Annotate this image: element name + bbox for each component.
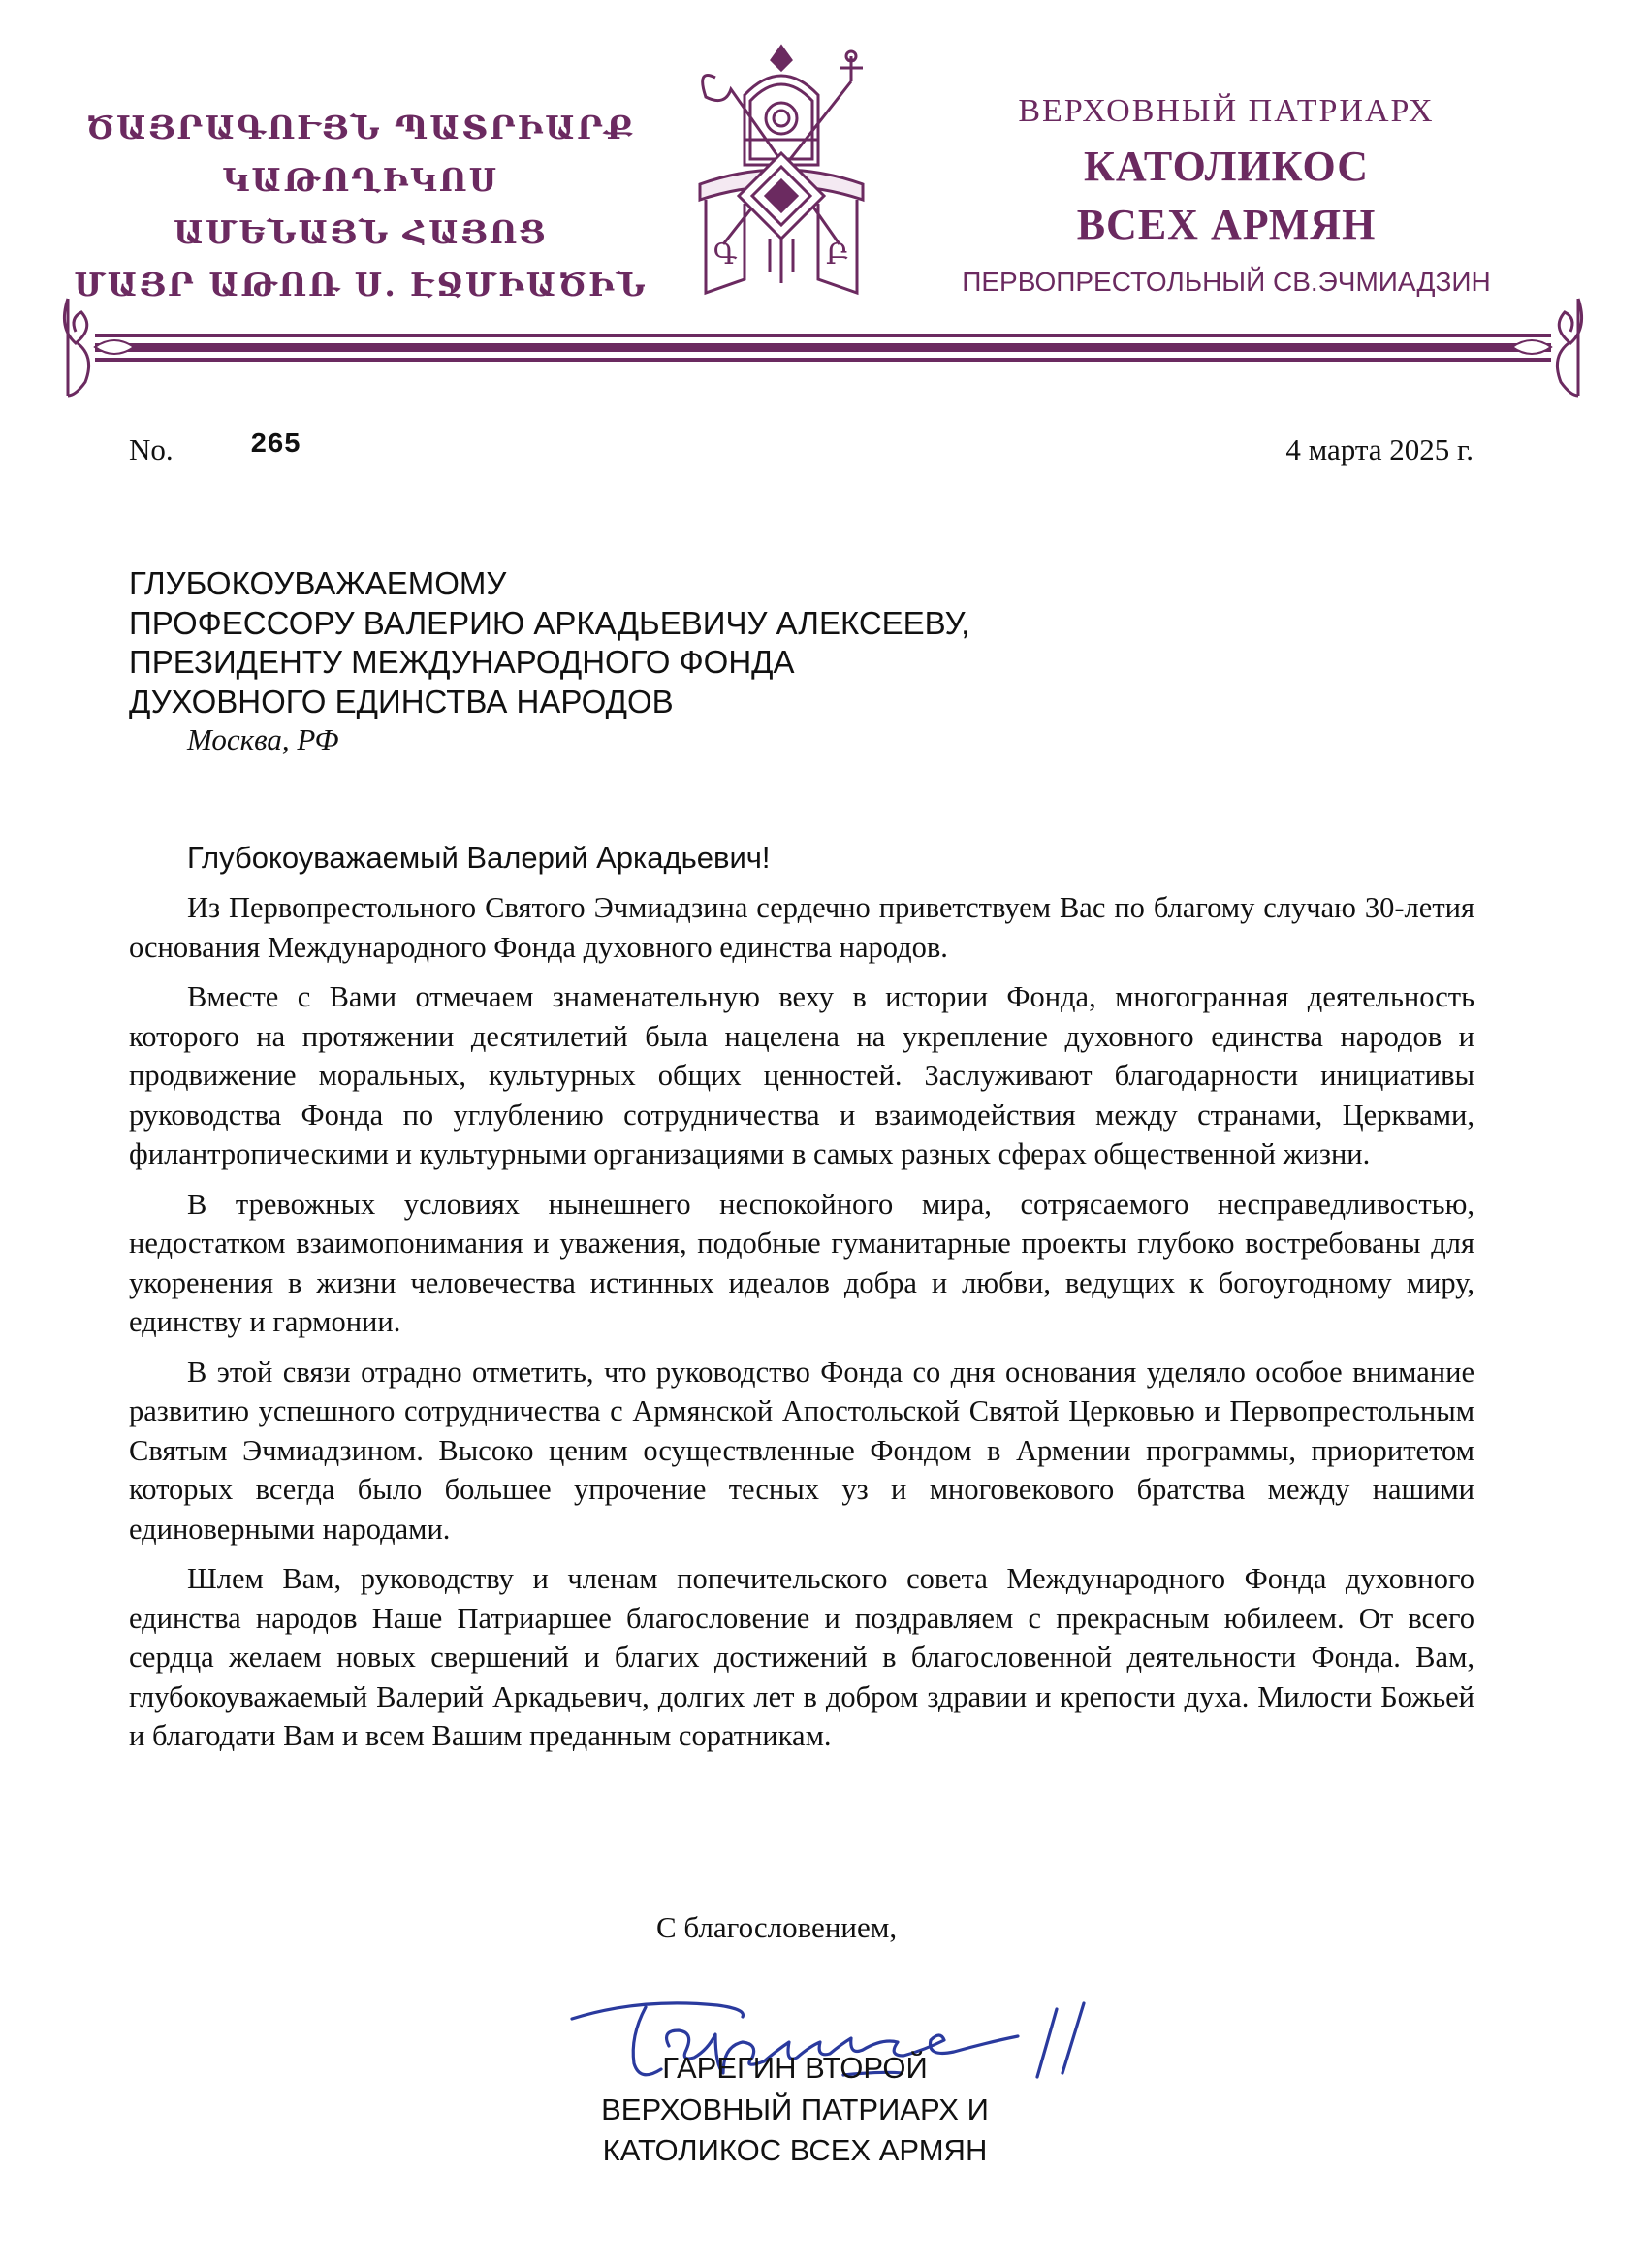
letterhead-armenian-line-2: ԿԱԹՈՂԻԿՈՍ	[222, 161, 499, 199]
addressee-line-4: ДУХОВНОГО ЕДИНСТВА НАРОДОВ	[129, 684, 674, 719]
document-date: 4 марта 2025 г.	[1285, 432, 1474, 466]
letter-body	[129, 888, 1474, 1767]
letterhead-russian-line-3: ВСЕХ АРМЯН	[1076, 201, 1377, 248]
addressee-line-1: ГЛУБОКОУВАЖАЕМОМУ	[129, 565, 507, 601]
paragraph: Шлем Вам, руководству и членам попечительского совета Международного Фонда духовного единства народов Наше Патриаршее благословение и поздравляем с прекрасным юбилеем. От всего сердца желаем новых свершений и благих достижений в благословенной деятельности Фонда. Вам, глубокоуважаемый Валерий Аркадьевич, долгих лет в добром здравии и крепости духа. Милости Божьей и благодати Вам и всем Вашим преданным соратникам.	[129, 1562, 1474, 1752]
ornamental-divider	[56, 289, 1590, 403]
closing-phrase: С благословением,	[656, 1910, 898, 1944]
paragraph: Вместе с Вами отмечаем знаменательную веху в истории Фонда, многогранная деятельность которого на протяжении десятилетий была нацелена на укрепление духовного единства народов и продвижение моральных, культурных общих ценностей. Заслуживают благодарности инициативы руководства Фонда по углублению сотрудничества и взаимодействия между странами, Церквами, филантропическими и культурными организациями в самых разных сферах общественной жизни.	[129, 980, 1474, 1170]
letterhead-russian-line-4: ПЕРВОПРЕСТОЛЬНЫЙ СВ.ЭЧМИАДЗИН	[962, 267, 1491, 297]
crest-letter-left: Գ	[713, 238, 738, 272]
catholicos-crest-emblem	[667, 39, 896, 330]
letterhead-armenian-line-3: ԱՄԵՆԱՅՆ ՀԱՅՈՑ	[173, 213, 549, 251]
paragraph: В этой связи отрадно отметить, что руководство Фонда со дня основания уделяло особое внимание развитию успешного сотрудничества с Армянской Апостольской Святой Церковью и Первопрестольным Святым Эчмиадзином. Высоко ценим осуществленные Фондом в Армении программы, приоритетом которых всегда было большее упрочение тесных уз и многовекового братства между нашими единоверными народами.	[129, 1355, 1474, 1546]
paragraph: В тревожных условиях нынешнего неспокойного мира, сотрясаемого несправедливостью, недостатком взаимопонимания и уважения, подобные гуманитарные проекты глубоко востребованы для укоренения в жизни человечества истинных идеалов добра и любви, ведущих к богоугодному миру, единству и гармонии.	[129, 1187, 1474, 1338]
signer-title-line-2: КАТОЛИКОС ВСЕХ АРМЯН	[602, 2133, 988, 2167]
document-number: 265	[250, 429, 301, 461]
crest-letter-right: Բ	[825, 238, 850, 272]
letterhead-russian-line-2: КАТОЛИКОС	[1084, 143, 1369, 190]
letterhead-armenian-line-4: ՄԱՅՐ ԱԹՈՌ Ս. ԷՋՄԻԱԾԻՆ	[74, 266, 648, 303]
paragraph: Из Первопрестольного Святого Эчмиадзина сердечно приветствуем Вас по благому случаю 30-летия основания Международного Фонда духовного единства народов.	[129, 891, 1474, 964]
addressee-line-2: ПРОФЕССОРУ ВАЛЕРИЮ АРКАДЬЕВИЧУ АЛЕКСЕЕВУ,	[129, 605, 970, 641]
addressee-city: Москва, РФ	[187, 722, 339, 756]
addressee-line-3: ПРЕЗИДЕНТУ МЕЖДУНАРОДНОГО ФОНДА	[129, 644, 795, 680]
salutation: Глубокоуважаемый Валерий Аркадьевич!	[187, 841, 771, 875]
letterhead-armenian-line-1: ԾԱՅՐԱԳՈՒՅՆ ՊԱՏՐԻԱՐՔ	[85, 109, 636, 146]
document-number-label: No.	[129, 432, 174, 466]
signer-name: ГАРЕГИН ВТОРОЙ	[662, 2051, 928, 2085]
signer-title-line-1: ВЕРХОВНЫЙ ПАТРИАРХ И	[601, 2092, 989, 2126]
letterhead-russian-line-1: ВЕРХОВНЫЙ ПАТРИАРХ	[1018, 93, 1435, 129]
